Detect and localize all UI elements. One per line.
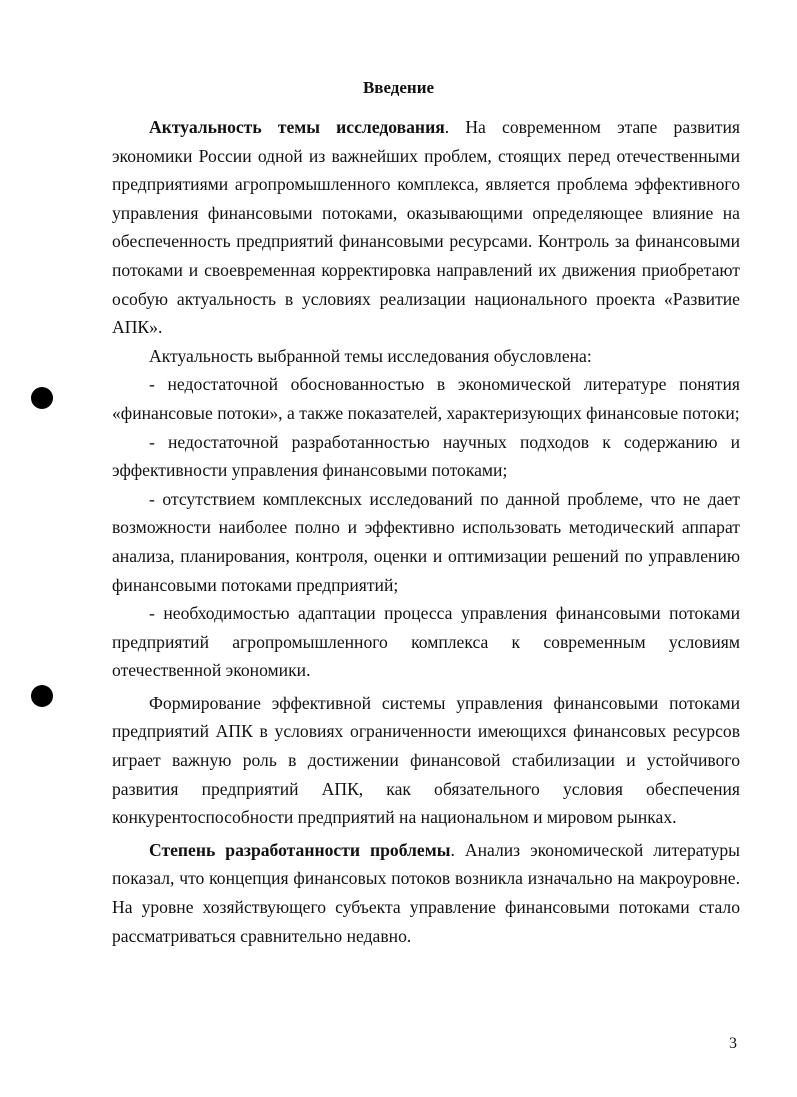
punch-hole-mark [31, 685, 53, 707]
list-item: - недостаточной обоснованностью в экономической литературе понятия «финансовые потоки», а также показателей, характеризующих финансовые потоки; [112, 374, 740, 423]
paragraph-lead: Актуальность темы исследования [149, 117, 445, 137]
paragraph-text: . Анализ экономической литературы показал, что концепция финансовых потоков возникла изначально на макроуровне. На уровне хозяйствующего субъекта управление финансовыми потоками стало рассматриваться сравнительно недавно. [112, 839, 740, 946]
list-item: - недостаточной разработанностью научных подходов к содержанию и эффективности управления финансовыми потоками; [112, 431, 740, 481]
punch-hole-mark [31, 387, 53, 409]
paragraph-relevance-intro: Актуальность выбранной темы исследования обусловлена: [149, 345, 592, 366]
list-item: - необходимостью адаптации процесса управления финансовыми потоками предприятий агропромышленного комплекса к современным условиям отечественной экономики. [112, 603, 740, 681]
paragraph-text: . На современном этапе развития экономики России одной из важнейших проблем, стоящих перед отечественными предприятиями агропромышленного комплекса, является проблема эффективного управления финансовыми потоками, оказывающими определяющее влияние на обеспеченность предприятий финансовыми ресурсами. Контроль за финансовыми потоками и своевременная корректировка направлений их движения приобретают особую актуальность в условиях реализации национального проекта «Развитие АПК». [112, 117, 740, 338]
paragraph-formation: Формирование эффективной системы управления финансовыми потоками предприятий АПК в условиях ограниченности имеющихся финансовых ресурсов играет важную роль в достижении финансовой стабилизации и устойчивого развития предприятий АПК, как обязательного условия обеспечения конкурентоспособности предприятий на национальном и мировом рынках. [112, 692, 740, 828]
page-title: Введение [362, 78, 435, 97]
paragraph-development-degree [112, 836, 740, 950]
body-text [112, 113, 740, 950]
list-item: - отсутствием комплексных исследований по данной проблеме, что не дает возможности наиболее полно и эффективно использовать методический аппарат анализа, планирования, контроля, оценки и оптимизации решений по управлению финансовыми потоками предприятий; [112, 488, 740, 595]
page-number: 3 [729, 1035, 737, 1052]
paragraph-relevance [112, 113, 740, 342]
paragraph-lead: Степень разработанности проблемы [149, 839, 451, 860]
